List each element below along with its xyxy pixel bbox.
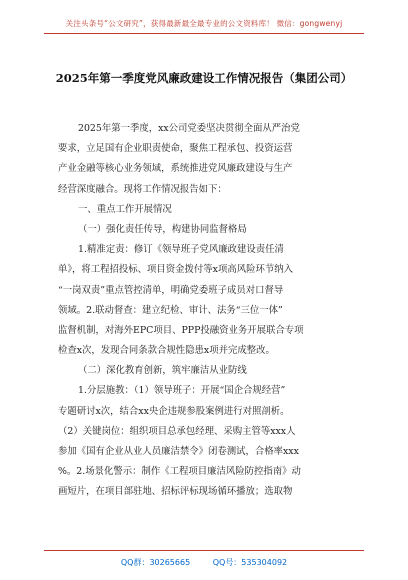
document-title: 2025年第一季度党风廉政建设工作情况报告（集团公司） — [55, 71, 353, 85]
paragraph-line: 2025年第一季度，xx公司党委坚决贯彻全面从严治党 — [78, 123, 300, 134]
footer-qq-number: QQ号：535304092 — [212, 558, 288, 567]
paragraph-line: 1.分层施教：（1）领导班子：开展“国企合规经营” — [78, 385, 286, 397]
header-rule — [44, 33, 364, 34]
paragraph-line: 单》，将工程招投标、项目资金拨付等x项高风险环节纳入 — [58, 264, 293, 276]
section-heading: 一、重点工作开展情况 — [78, 203, 172, 215]
footer-rule — [44, 550, 364, 551]
paragraph-line: 要求，立足国有企业职责使命，聚焦工程承包、投资运营 — [58, 143, 293, 155]
paragraph-line: 画短片，在项目部驻地、招标评标现场循环播放；选取物 — [58, 486, 293, 498]
document-body — [58, 119, 350, 503]
paragraph-line: 经营深度融合。现将工作情况报告如下： — [58, 183, 227, 195]
paragraph-line: %。2.场景化警示：制作《工程项目廉洁风险防控指南》动 — [58, 466, 301, 478]
paragraph-line: 领域。2.联动督查：建立纪检、审计、法务“三位一体” — [58, 304, 283, 316]
footer-qq-group: QQ群：30265665 — [120, 558, 191, 567]
paragraph-line: （2）关键岗位：组织项目总承包经理、采购主管等xxx人 — [58, 425, 296, 437]
footer-contacts — [0, 557, 408, 568]
subsection-heading: （二）深化教育创新，筑牢廉洁从业防线 — [78, 365, 247, 377]
subsection-heading: （一）强化责任传导，构建协同监督格局 — [78, 223, 247, 235]
paragraph-line: 检查x次，发现合同条款合规性隐患x项并完成整改。 — [58, 345, 275, 357]
paragraph-line: 1.精准定责：修订《领导班子党风廉政建设责任清 — [78, 244, 284, 256]
header-banner: 关注头条号“公文研究”，获得最新最全最专业的公文资料库！ 微信：gongwenyj — [65, 19, 343, 28]
paragraph-line: “一岗双责”重点管控清单，明确党委班子成员对口督导 — [58, 284, 284, 296]
paragraph-line: 产业金融等核心业务领域，系统推进党风廉政建设与生产 — [58, 163, 293, 175]
paragraph-line: 参加《国有企业从业人员廉洁禁令》闭卷测试，合格率xxx — [58, 446, 299, 457]
paragraph-line: 专题研讨x次，结合xx央企违规参股案例进行对照剖析。 — [58, 405, 290, 417]
paragraph-line: 监督机制，对海外EPC项目、PPP投融资业务开展联合专项 — [58, 324, 304, 336]
